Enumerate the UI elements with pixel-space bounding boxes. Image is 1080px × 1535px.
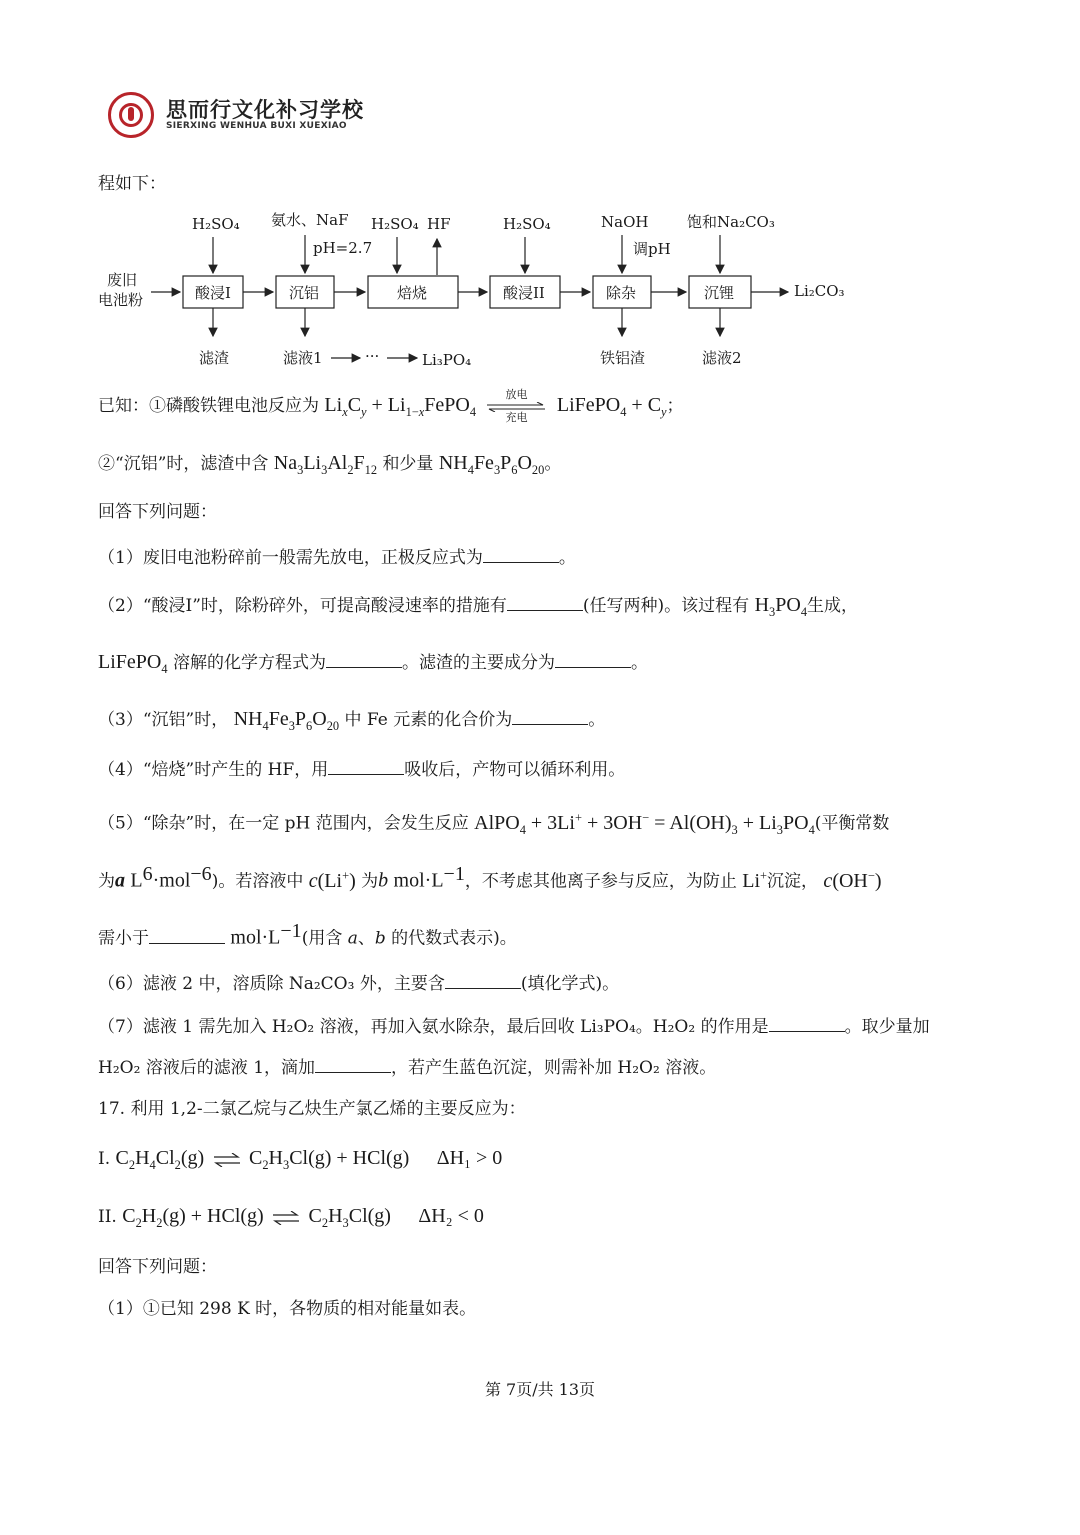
school-name-en: SIERXING WENHUA BUXI XUEXIAO [166, 121, 347, 131]
answer-blank[interactable] [507, 592, 583, 611]
step-label-acid-leach-2: 酸浸II [503, 284, 545, 302]
problem-17-answer-prompt: 回答下列问题： [98, 1257, 217, 1277]
question-3: （3）“沉铝”时， $NH_4Fe_3P_6O_{20}$ 中 Fe 元素的化合价为 。 [98, 708, 606, 733]
question-2a: （2）“酸浸I”时，除粉碎外，可提高酸浸速率的措施有 (任写两种)。该过程有 $H_3PO_4$生成， [98, 594, 859, 619]
output-step1: 滤渣 [199, 349, 230, 367]
start-material-line2: 电池粉 [98, 291, 144, 309]
output-step2-dots: ··· [365, 347, 380, 365]
answer-blank[interactable] [149, 925, 225, 944]
output-step5: 铁铝渣 [600, 349, 646, 367]
step-label-acid-leach-1: 酸浸I [195, 284, 231, 302]
question-1: （1）废旧电池粉碎前一般需先放电，正极反应式为 。 [98, 544, 576, 570]
input-step5-line2: 调pH [633, 240, 671, 258]
input-step2-line2: pH=2.7 [313, 239, 373, 257]
output-step3-gas: HF [427, 215, 451, 233]
problem-17-question-1: （1）①已知 298 K 时，各物质的相对能量如表。 [98, 1299, 477, 1319]
output-step2: 滤液1 [283, 349, 323, 367]
question-5c: 需小于 $mol\cdot L^{-1}$(用含 a、b 的代数式表示)。 [98, 920, 517, 949]
answer-blank[interactable] [555, 649, 631, 668]
question-2b: LiFePO$_4$ 溶解的化学方程式为 。滤渣的主要成分为 。 [98, 651, 648, 676]
known-1: 已知：①磷酸铁锂电池反应为 $Li_xC_y$ + $Li_{1-x}FePO_4$ 放电 充电 LiFePO$_4$ + $C_y$； [98, 387, 684, 424]
step-label-roast: 焙烧 [397, 284, 428, 302]
question-7b: H₂O₂ 溶液后的滤液 1，滴加 ，若产生蓝色沉淀，则需补加 H₂O₂ 溶液。 [98, 1054, 716, 1080]
output-step6: 滤液2 [702, 349, 742, 367]
question-7a: （7）滤液 1 需先加入 H₂O₂ 溶液，再加入氨水除杂，最后回收 Li₃PO₄。H₂O₂ 的作用是 。取少量加 [98, 1013, 930, 1039]
step-label-remove-impurity: 除杂 [606, 284, 637, 302]
answer-blank[interactable] [328, 756, 404, 775]
intro-text: 程如下： [98, 174, 166, 194]
reversible-arrow-icon [271, 1211, 301, 1225]
reversible-arrow-icon [212, 1153, 242, 1167]
answer-blank[interactable] [769, 1013, 845, 1032]
question-6: （6）滤液 2 中，溶质除 Na₂CO₃ 外，主要含 (填化学式)。 [98, 970, 619, 996]
input-step3: H₂SO₄ [371, 215, 419, 233]
question-5b: 为a $L^6\cdot mol^{-6}$)。若溶液中 c(Li+) 为b $mol\cdot L^{-1}$，不考虑其他离子参与反应，为防止 Li+沉淀， c(OH−) [98, 863, 882, 892]
question-5a: （5）“除杂”时，在一定 pH 范围内，会发生反应 AlPO$_4$ + $3Li^+ + 3OH^- = Al(OH)_3 + Li_3PO_4$(平衡常数 [98, 810, 890, 837]
answer-blank[interactable] [512, 706, 588, 725]
output-step2-final: Li₃PO₄ [422, 351, 472, 369]
input-step1: H₂SO₄ [192, 215, 240, 233]
input-step5-line1: NaOH [601, 213, 649, 231]
final-product: Li₂CO₃ [794, 282, 845, 300]
step-label-precipitate-li: 沉锂 [704, 284, 735, 302]
input-step6: 饱和Na₂CO₃ [687, 213, 775, 231]
input-step2-line1: 氨水、NaF [271, 211, 349, 229]
answer-prompt: 回答下列问题： [98, 502, 217, 522]
process-flowchart [95, 205, 875, 380]
input-step4: H₂SO₄ [503, 215, 551, 233]
start-material-line1: 废旧 [107, 271, 138, 289]
discharge-charge-arrow-icon: 放电 充电 [485, 395, 547, 419]
reaction-2: II. $C_2H_2(g) + HCl(g)$ $C_2H_3Cl(g) \Delta H_2 < 0$ [98, 1205, 484, 1230]
reaction-1: I. $C_2H_4Cl_2(g) C_2H_3Cl(g) + HCl(g) \Delta H_1 > 0$ [98, 1147, 503, 1172]
school-emblem-icon [108, 92, 154, 138]
known-2: ②“沉铝”时，滤渣中含 $Na_3Li_3Al_2F_{12}$ 和少量 $NH_4Fe_3P_6O_{20}$。 [98, 452, 562, 477]
problem-17-title: 17. 利用 1,2-二氯乙烷与乙炔生产氯乙烯的主要反应为： [98, 1099, 526, 1119]
school-name-cn: 思而行文化补习学校 [166, 98, 364, 122]
question-4: （4）“焙烧”时产生的 HF，用 吸收后，产物可以循环利用。 [98, 756, 625, 782]
step-label-precipitate-al: 沉铝 [289, 284, 320, 302]
answer-blank[interactable] [326, 649, 402, 668]
page-footer: 第 7页/共 13页 [484, 1380, 596, 1399]
answer-blank[interactable] [483, 544, 559, 563]
answer-blank[interactable] [445, 970, 521, 989]
answer-blank[interactable] [315, 1054, 391, 1073]
